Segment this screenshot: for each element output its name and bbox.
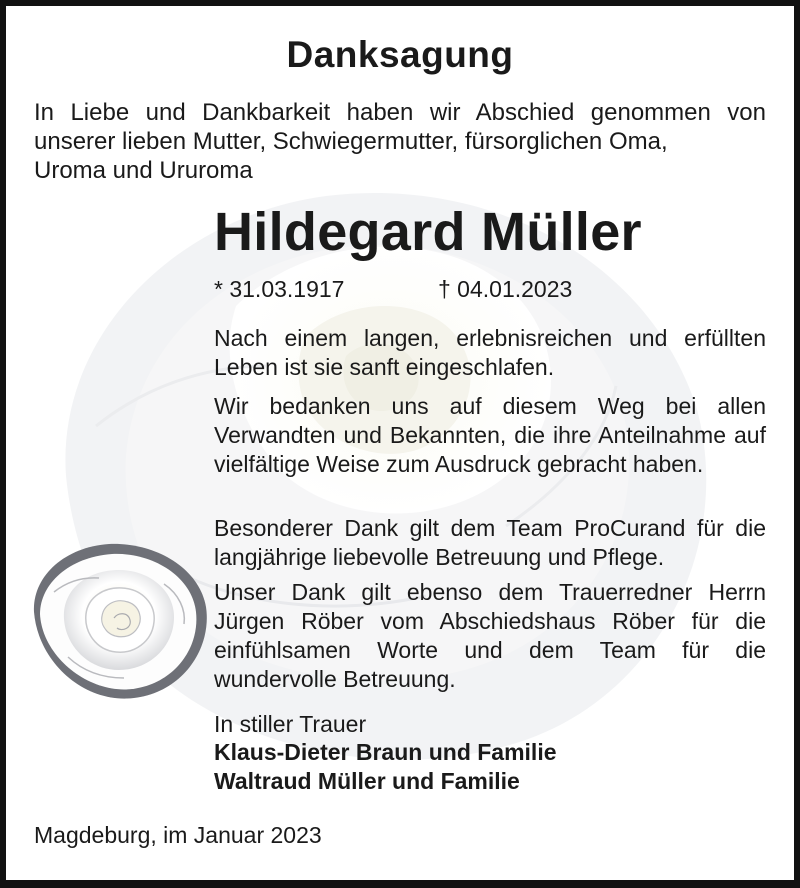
signature-intro: In stiller Trauer: [214, 711, 367, 737]
place-and-date: Magdeburg, im Januar 2023: [34, 822, 322, 848]
paragraph-peaceful-passing: Nach einem langen, erlebnisreichen und erfüllten Leben ist sie sanft eingeschlafen.: [214, 325, 766, 380]
birth-date: * 31.03.1917: [214, 276, 345, 302]
page-title: Danksagung: [286, 34, 514, 75]
intro-line-1: In Liebe und Dankbarkeit haben wir Abschied genommen von: [34, 99, 766, 126]
paragraph-thanks-care-team: Besonderer Dank gilt dem Team ProCurand für die langjährige liebevolle Betreuung und Pflege.: [214, 515, 766, 570]
signature-family-1: Klaus-Dieter Braun und Familie: [214, 739, 557, 765]
deceased-name: Hildegard Müller: [214, 202, 642, 262]
paragraph-thanks-speaker: Unser Dank gilt ebenso dem Trauerredner Herrn Jürgen Röber vom Abschiedshaus Röber für die einfühlsamen Worte und dem Team für die wundervolle Betreuung.: [214, 579, 766, 692]
white-rose-image: [24, 532, 214, 704]
intro-text: [34, 98, 766, 185]
intro-line-3: Uroma und Ururoma: [34, 157, 253, 184]
obituary-card: [6, 6, 794, 880]
paragraph-thanks-relatives: Wir bedanken uns auf diesem Weg bei allen Verwandten und Bekannten, die ihre Anteilnahme auf vielfältige Weise zum Ausdruck gebracht haben.: [214, 393, 766, 477]
signature-family-2: Waltraud Müller und Familie: [214, 768, 520, 794]
intro-line-2: unserer lieben Mutter, Schwiegermutter, fürsorglichen Oma,: [34, 128, 668, 155]
death-date: † 04.01.2023: [438, 276, 573, 302]
